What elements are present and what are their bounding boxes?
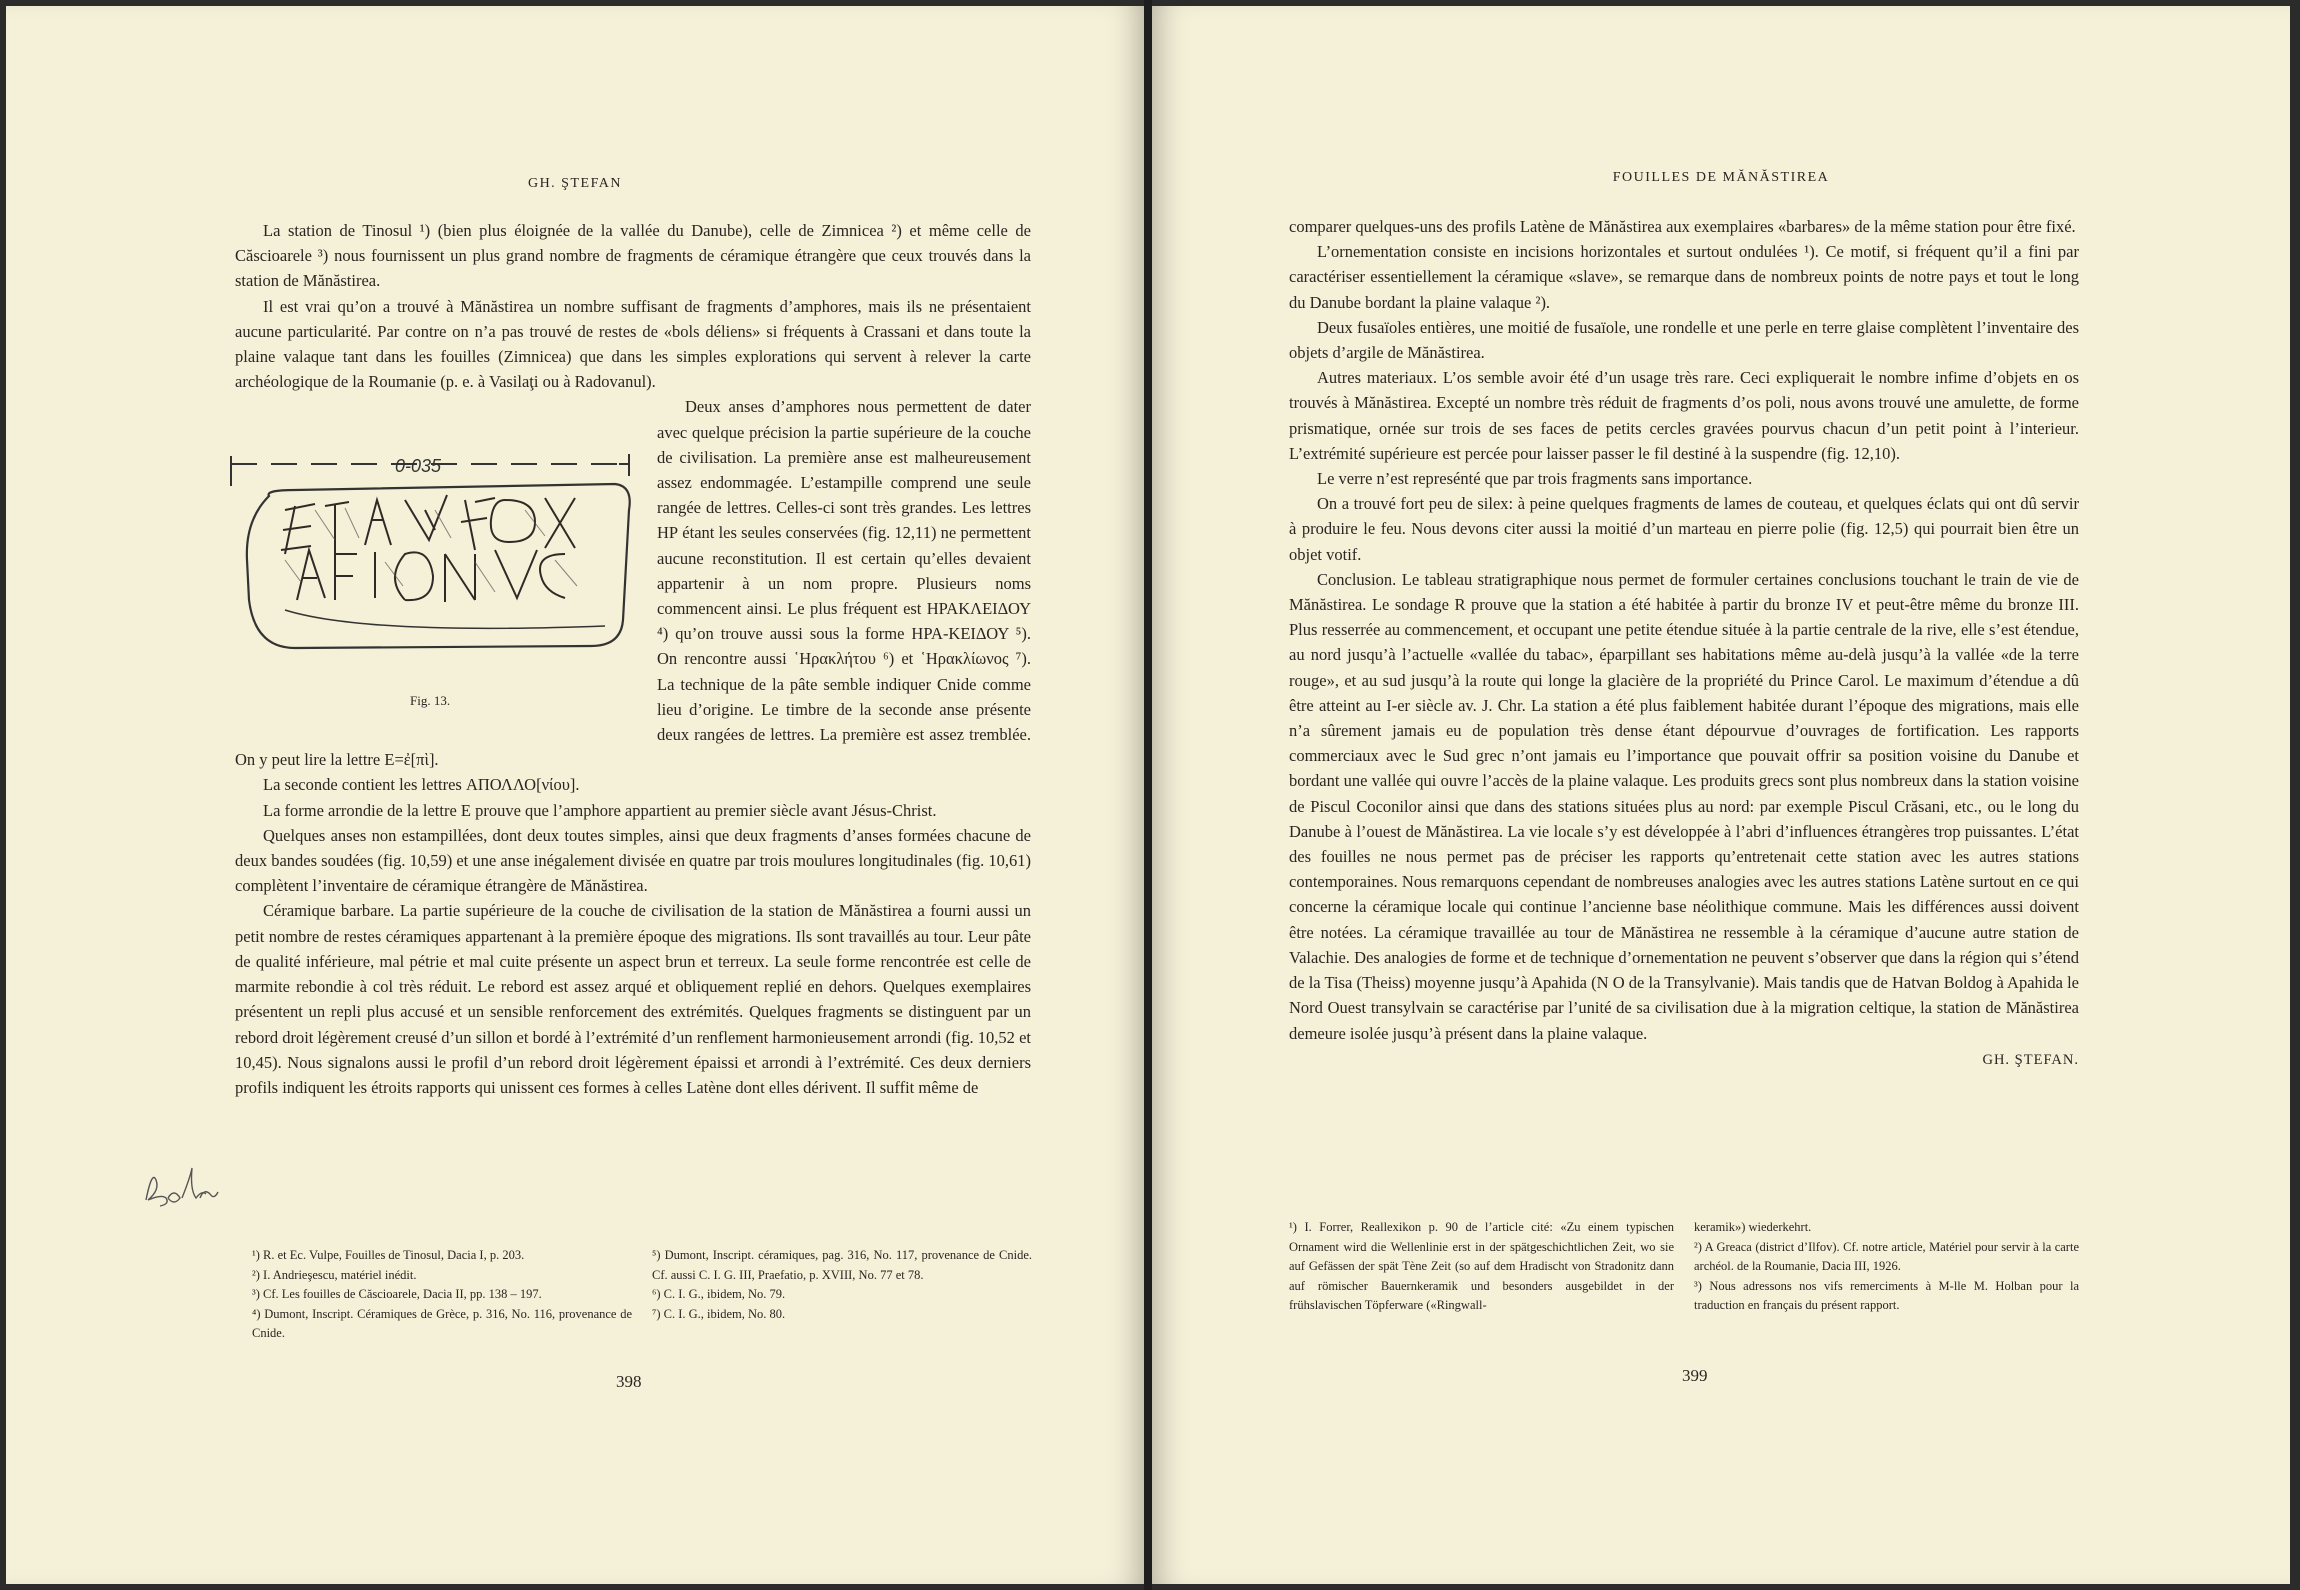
left-running-head: GH. ŞTEFAN — [527, 176, 623, 191]
footnote-column — [652, 1246, 1032, 1324]
footnote: ³) Nous adressons nos vifs remerciments à M-lle M. Holban pour la traduction en français du présent rapport. — [1694, 1278, 2079, 1312]
footnote: ⁷) C. I. G., ibidem, No. 80. — [652, 1306, 786, 1321]
paragraph: L’ornementation consiste en incisions horizontales et surtout ondulées ¹). Ce motif, si fréquent qu’il a fini par caractériser essentiellement la céramique «slave», se remarque dans de nombreux points de notre pays et tout le long du Danube bordant la plaine valaque ²). — [1289, 242, 2079, 312]
paragraph: Céramique barbare. La partie supérieure de la couche de civilisation de la station de Mănăstirea a fourni aussi un petit nombre de restes céramiques appartenant à la première époque des migrations. Ils sont travaillés au tour. Leur pâte de qualité inférieure, mal pétrie et mal cuite présente un aspect brun et terreux. La seule forme rencontrée est celle de marmite rebondie à col très réduit. Le rebord est assez arqué et obliquement replié en dehors. Quelques exemplaires présentent un repli plus accusé et un sensible renforcement des extrémités. Quelques fragments se distinguent par un rebord droit légèrement creusé d’un sillon et bordé à l’extrémité d’un renflement harmonieusement arrondi (fig. 10,52 et 10,45). Nous signalons aussi le profil d’un rebord droit légèrement épaissi et arrondi à l’extrémité. Ces deux derniers profils indiquent les étroits rapports qui unissent ces formes à celles Latène dont elles dérivent. Il suffit même de — [235, 901, 1031, 1097]
footnote: ²) A Greaca (district d’Ilfov). Cf. notre article, Matériel pour servir à la carte archéol. de la Roumanie, Dacia III, 1926. — [1694, 1239, 2079, 1273]
paragraph: Autres materiaux. L’os semble avoir été d’un usage très rare. Ceci expliquerait le nombre infime d’objets en os trouvés à Mănăstirea. Excepté un nombre très réduit de fragments d’os poli, nous avons trouvé une amulette, de forme prismatique, ornée sur trois de ses faces de petits cercles gravées pourvus chacun d’un petit point à l’interieur. L’extrémité supérieure est percée pour laisser passer le fil destiné à la suspendre (fig. 12,10). — [1289, 368, 2079, 463]
footnote-column — [252, 1246, 632, 1344]
footnote: ⁴) Dumont, Inscript. Céramiques de Grèce, p. 316, No. 116, provenance de Cnide. — [252, 1306, 632, 1340]
stamp-drawing — [225, 450, 645, 720]
right-body-text — [1289, 214, 2079, 1073]
left-body-text — [235, 218, 1031, 1100]
footnote: ²) I. Andrieşescu, matériel inédit. — [252, 1267, 417, 1282]
footnote: ⁵) Dumont, Inscript. céramiques, pag. 316, No. 117, provenance de Cnide. Cf. aussi C. I. G. III, Praefatio, p. XVIII, No. 77 et 78. — [652, 1248, 1032, 1282]
paragraph: On a trouvé fort peu de silex: à peine quelques fragments de lames de couteau, et quelques éclats qui ont dû servir à produire le feu. Nous devons citer aussi la moitié d’un marteau en pierre polie (fig. 12,5) qui pourrait bien être un objet votif. — [1289, 494, 2079, 564]
paragraph: La seconde contient les lettres ΑΠΟΛΛΟ[νίου]. — [263, 775, 580, 795]
paragraph: La station de Tinosul ¹) (bien plus éloignée de la vallée du Danube), celle de Zimnicea ²) et même celle de Căscioarele ³) nous fournissent un plus grand nombre de fragments de céramique étrangère que ceux trouvés dans la station de Mănăstirea. — [235, 221, 1031, 291]
footnote-column — [1694, 1218, 2079, 1316]
author-signature: GH. ŞTEFAN. — [1982, 1051, 2079, 1068]
paragraph: Le verre n’est represénté que par trois fragments sans importance. — [1317, 469, 1753, 489]
paragraph: La forme arrondie de la lettre Ε prouve que l’amphore appartient au premier siècle avant Jésus-Christ. — [263, 800, 937, 820]
paragraph: Il est vrai qu’on a trouvé à Mănăstirea un nombre suffisant de fragments d’amphores, mais ils ne présentaient aucune particularité. Par contre on n’a pas trouvé de restes de «bols déliens» si fréquents à Crassani et dans toute la plaine valaque tant dans les fouilles (Zimnicea) que dans les simples explorations qui servent à relever la carte archéologique de la Roumanie (p. e. à Vasilaţi ou à Radovanul). — [235, 296, 1031, 392]
handwritten-margin-note — [140, 1154, 220, 1214]
figure-measure-label: 0-035 — [395, 456, 442, 477]
footnote: ³) Cf. Les fouilles de Căscioarele, Dacia II, pp. 138 – 197. — [252, 1287, 542, 1301]
page-number: 398 — [616, 1372, 642, 1391]
page-number: 399 — [1682, 1366, 1708, 1385]
figure-caption: Fig. 13. — [410, 693, 451, 709]
left-page — [6, 6, 1144, 1584]
paragraph: Quelques anses non estampillées, dont deux toutes simples, ainsi que deux fragments d’anses formées chacune de deux bandes soudées (fig. 10,59) et une anse inégalement divisée en quatre par trois moulures longitudinales (fig. 10,61) complètent l’inventaire de céramique étrangère de Mănăstirea. — [235, 825, 1031, 896]
right-running-head: FOUILLES DE MĂNĂSTIREA — [1612, 170, 1830, 185]
book-gutter — [1144, 0, 1152, 1590]
footnote: ¹) I. Forrer, Reallexikon p. 90 de l’article cité: «Zu einem typischen Ornament wird die Wellenlinie erst in der spätgeschichtlichen Zeit, wo sie auf Gefässen der spät Tène Zeit (so auf dem Hradischt von Stradonitz dann auf römischer Bauernkeramik und besonders ausgebildet in der frühslavischen Töpferware («Ringwall- — [1289, 1220, 1674, 1312]
right-page — [1152, 6, 2290, 1584]
paragraph: comparer quelques-uns des profils Latène de Mănăstirea aux exemplaires «barbares» de la même station pour être fixé. — [1289, 217, 2076, 236]
paragraph: Deux fusaïoles entières, une moitié de fusaïole, une rondelle et une perle en terre glaise complètent l’inventaire des objets d’argile de Mănăstirea. — [1289, 317, 2079, 363]
footnote: ⁶) C. I. G., ibidem, No. 79. — [652, 1287, 786, 1301]
footnote-column — [1289, 1218, 1674, 1316]
paragraph: Deux anses d’amphores nous permettent de dater avec quelque précision la partie supérieure de la couche de civilisation. La première anse est malheureusement assez endommagée. L’estampille comprend une seule rangée de lettres. Celles-ci sont très grandes. Les lettres ΗΡ étant les seules conservées (fig. 12,11) ne permettent aucune reconstitution. Il est certain qu’elles devaient appartenir à un nom propre. Plusieurs noms commencent ainsi. Le plus fréquent est ΗΡΑΚΛΕΙΔΟΥ ⁴) qu’on trouve aussi sous la forme ΗΡΑ-ΚΕΙΔΟΥ ⁵). On rencontre aussi ῾Ηρακλήτου ⁶) et ῾Ηρακλίωνος ⁷). La technique de la pâte semble indiquer Cnide comme lieu d’origine. Le timbre de la seconde anse présente deux rangées de lettres. La première est assez tremblée. On y peut lire la lettre Ε=ἐ[πὶ]. — [235, 397, 1031, 770]
footnote: keramik») wiederkehrt. — [1694, 1220, 1812, 1234]
figure-amphora-stamp — [225, 450, 645, 735]
footnote: ¹) R. et Ec. Vulpe, Fouilles de Tinosul, Dacia I, p. 203. — [252, 1248, 525, 1262]
paragraph: Conclusion. Le tableau stratigraphique nous permet de formuler certaines conclusions touchant le train de vie de Mănăstirea. Le sondage R prouve que la station a été habitée à partir du bronze IV et peut-être même du bronze III. Plus resserrée au commencement, et occupant une petite étendue située à la partie centrale de la rive, elle s’est étendue, au nord jusqu’à l’actuelle «vallée du tabac», éparpillant ses habitations même au-delà jusqu’à la vallée «de la terre rouge», et au sud jusqu’à la route qui longe la glacière de la propriété du Prince Carol. Le maximum d’étendue a dû être atteint au I-er siècle av. J. Chr. La station a été plus faiblement habitée durant l’époque des migrations, mais elle n’a sûrement jamais eu de population très dense étant dépourvue d’ouvrages de fortification. Les rapports commerciaux avec le Sud grec n’ont jamais eu l’importance que pouvait offrir sa position voisine du Danube et bordant une vallée qui ouvre l’accès de la plaine valaque. Les produits grecs sont plus nombreux dans la station voisine de Piscul Coconilor ainsi que dans des stations situées plus au nord: par exemple Piscul Crăsani, etc., ou le long du Danube à l’ouest de Mănăstirea. La vie locale s’y est développée à l’abri d’influences étrangères trop puissantes. L’état des fouilles ne nous permet pas de préciser les rapports qu’entretenait cette station avec les autres stations contemporaines. Nous remarquons cependant de nombreuses analogies avec les autres stations Latène surtout en ce qui concerne la céramique locale qui continue l’ancienne base néolithique commune. Mais les différences aussi doivent être notées. La céramique travaillée au tour de Mănăstirea ne ressemble à la céramique d’aucune autre station de Valachie. Des analogies de forme et de technique d’ornementation ne peuvent s’observer que dans la région qui s’étend de la Tisa (Theiss) moyenne jusqu’à Apahida (N O de la Transylvanie). Mais tandis que de Hatvan Boldog à Apahida le Nord Ouest transylvain se caractérise par l’unité de sa civilisation due à la migration celtique, la station de Mănăstirea demeure isolée jusqu’à présent dans la plaine valaque. — [1289, 569, 2079, 1043]
